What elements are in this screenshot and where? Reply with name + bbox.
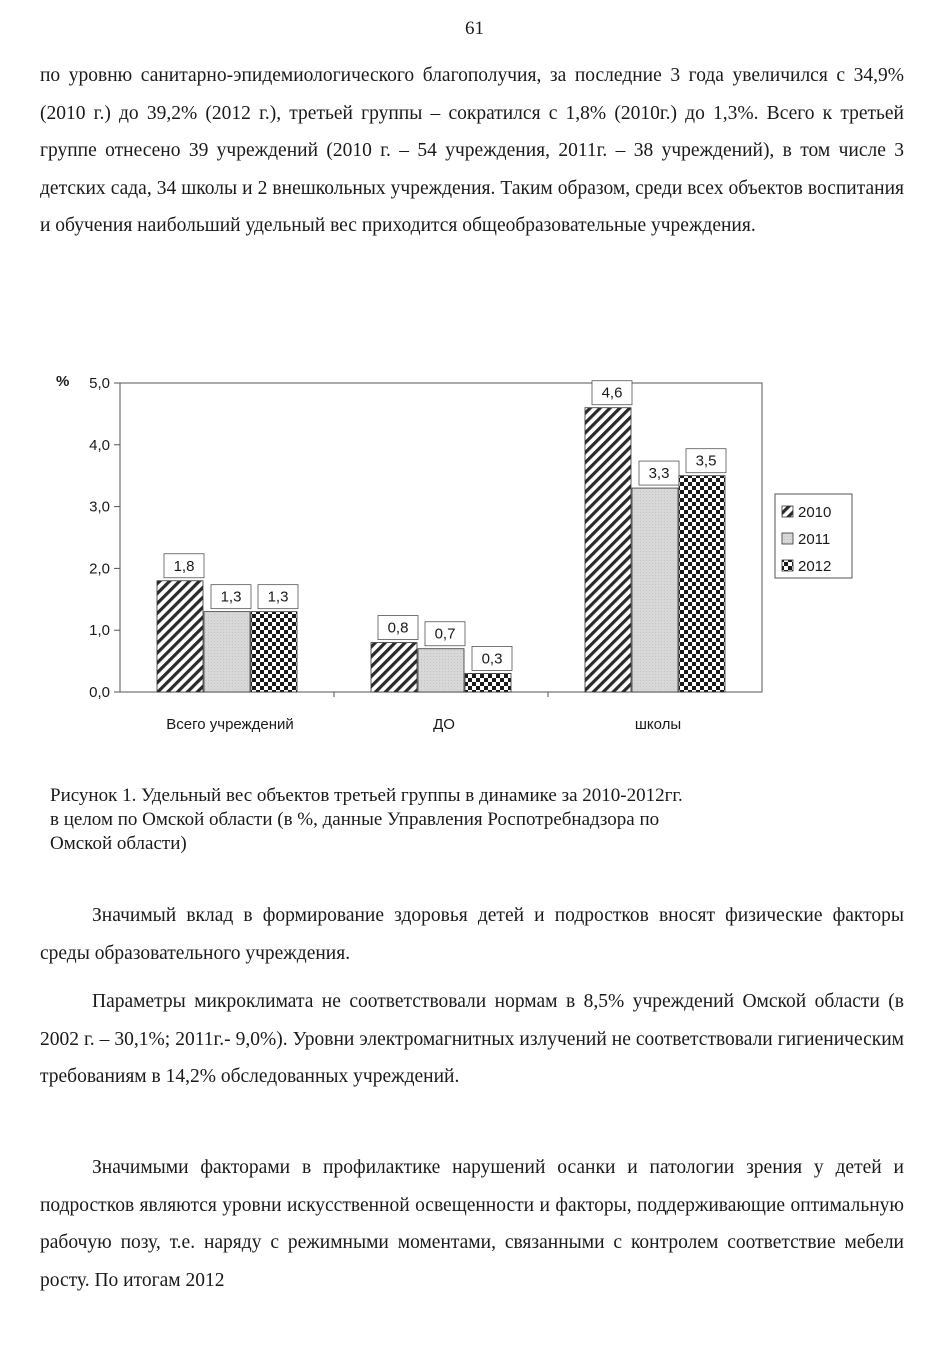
legend-label: 2010	[798, 504, 832, 521]
bar	[465, 673, 511, 692]
bar	[204, 612, 250, 692]
bar	[157, 581, 203, 692]
bar	[251, 612, 297, 692]
legend-label: 2012	[798, 558, 832, 575]
caption-line: в целом по Омской области (в %, данные Управления Роспотребнадзора по	[50, 809, 660, 830]
paragraph-microclimate: Параметры микроклимата не соответствовали нормам в 8,5% учреждений Омской области (в 2002 г. – 30,1%; 2011г.- 9,0%). Уровни электромагнитных излучений не соответствовали гигиеническим требованиям в 14,2% обследованных учреждений.	[40, 991, 904, 1087]
page-number: 61	[465, 18, 484, 39]
paragraph-posture: Значимыми факторами в профилактике нарушений осанки и патологии зрения у детей и подростков являются уровни искусственной освещенности и факторы, поддерживающие оптимальную рабочую позу, т.е. наряду с режимными моментами, связанными с контролем соответствие мебели росту. По итогам 2012	[40, 1157, 904, 1291]
bar	[632, 488, 678, 692]
y-tick-label: 2,0	[89, 560, 110, 578]
y-tick-label: 1,0	[89, 622, 110, 640]
y-axis-label: %	[56, 373, 70, 390]
caption-line: Рисунок 1. Удельный вес объектов третьей группы в динамике за 2010-2012гг.	[50, 785, 683, 806]
legend-swatch	[782, 560, 793, 571]
legend-swatch	[782, 533, 793, 544]
x-category-label: школы	[634, 716, 682, 733]
figure-caption	[50, 784, 890, 856]
data-label: 4,6	[601, 384, 623, 402]
legend-swatch	[782, 506, 793, 517]
y-tick-label: 0,0	[89, 684, 110, 701]
data-label: 0,8	[387, 619, 409, 637]
bar-chart-svg	[40, 362, 900, 752]
y-tick-label: 4,0	[89, 436, 110, 454]
y-tick-label: 3,0	[89, 498, 110, 516]
y-tick-label: 5,0	[89, 375, 110, 392]
data-label: 0,7	[434, 625, 456, 643]
bar	[371, 643, 417, 692]
data-label: 1,3	[220, 588, 242, 606]
data-label: 0,3	[481, 650, 503, 668]
data-label: 1,8	[173, 557, 195, 575]
bar	[679, 476, 725, 692]
paragraph-intro: по уровню санитарно-эпидемиологического благополучия, за последние 3 года увеличился с 34,9% (2010 г.) до 39,2% (2012 г.), третьей группы – сократился с 1,8% (2010г.) до 1,3%. Всего к третьей группе отнесено 39 учреждений (2010 г. – 54 учреждения, 2011г. – 38 учреждений), в том числе 3 детских сада, 34 школы и 2 внешкольных учреждения. Таким образом, среди всех объектов воспитания и обучения наибольший удельный вес приходится общеобразовательные учреждения.	[40, 65, 904, 236]
data-label: 3,5	[695, 452, 717, 470]
x-category-label: ДО	[433, 716, 455, 733]
bar-chart	[40, 362, 900, 752]
data-label: 3,3	[648, 465, 670, 483]
caption-line: Омской области)	[50, 833, 187, 854]
legend-label: 2011	[798, 531, 831, 548]
x-category-label: Всего учреждений	[166, 716, 294, 733]
paragraph-physical-factors: Значимый вклад в формирование здоровья детей и подростков вносят физические факторы среды образовательного учреждения.	[40, 905, 904, 964]
data-label: 1,3	[267, 588, 289, 606]
bar	[418, 649, 464, 692]
bar	[585, 408, 631, 692]
